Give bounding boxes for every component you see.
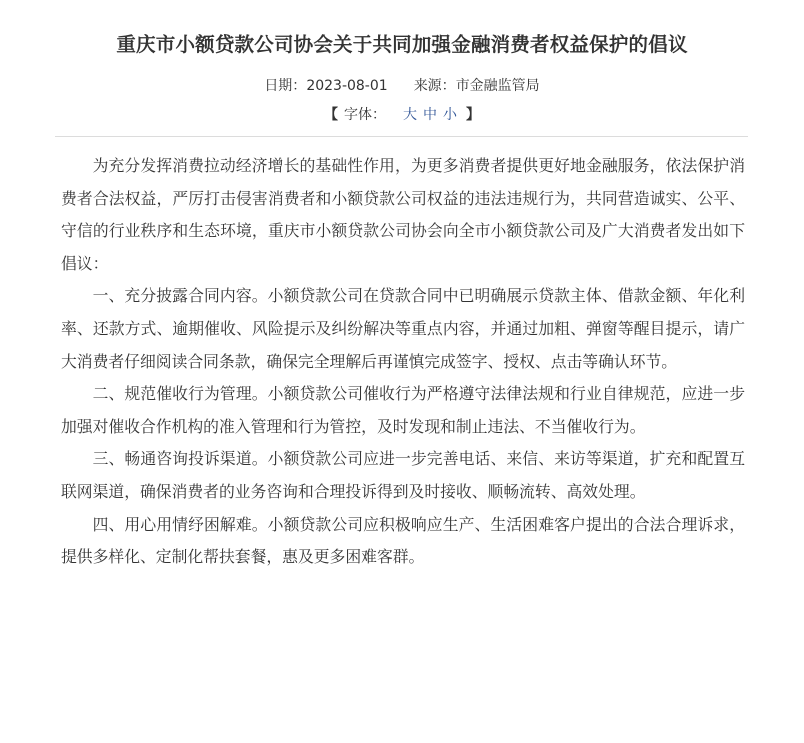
source-label: 来源： xyxy=(413,78,456,94)
date-label: 日期： xyxy=(264,78,307,94)
font-size-large-option[interactable]: 大 xyxy=(403,107,417,123)
open-bracket: 【 xyxy=(324,107,338,123)
close-bracket: 】 xyxy=(466,107,480,123)
date-value: 2023-08-01 xyxy=(306,78,388,94)
paragraph-item-2: 二、规范催收行为管理。小额贷款公司催收行为严格遵守法律法规和行业自律规范，应进一步加强对催收合作机构的准入管理和行为管控，及时发现和制止违法、不当催收行为。 xyxy=(61,384,745,436)
font-size-selector xyxy=(0,105,804,125)
source-value: 市金融监管局 xyxy=(455,78,540,94)
article-body xyxy=(61,150,745,574)
header-divider xyxy=(55,136,748,137)
paragraph-item-4: 四、用心用情纾困解难。小额贷款公司应积极响应生产、生活困难客户提出的合法合理诉求，提供多样化、定制化帮扶套餐，惠及更多困难客群。 xyxy=(61,514,745,567)
article-title: 重庆市小额贷款公司协会关于共同加强金融消费者权益保护的倡议 xyxy=(116,33,688,56)
font-size-label: 字体： xyxy=(344,107,386,123)
paragraph-item-1: 一、充分披露合同内容。小额贷款公司在贷款合同中已明确展示贷款主体、借款金额、年化利率、还款方式、逾期催收、风险提示及纠纷解决等重点内容，并通过加粗、弹窗等醒目提示，请广大消费者仔细阅读合同条款，确保完全理解后再谨慎完成签字、授权、点击等确认环节。 xyxy=(61,286,745,371)
paragraph-item-3: 三、畅通咨询投诉渠道。小额贷款公司应进一步完善电话、来信、来访等渠道，扩充和配置互联网渠道，确保消费者的业务咨询和合理投诉得到及时接收、顺畅流转、高效处理。 xyxy=(61,449,745,501)
font-size-small-option[interactable]: 小 xyxy=(443,107,457,123)
font-size-medium-option[interactable]: 中 xyxy=(423,107,437,123)
article-meta xyxy=(0,76,804,96)
paragraph-intro: 为充分发挥消费拉动经济增长的基础性作用，为更多消费者提供更好地金融服务，依法保护消费者合法权益，严厉打击侵害消费者和小额贷款公司权益的违法违规行为，共同营造诚实、公平、守信的行业秩序和生态环境，重庆市小额贷款公司协会向全市小额贷款公司及广大消费者发出如下倡议： xyxy=(61,156,745,273)
